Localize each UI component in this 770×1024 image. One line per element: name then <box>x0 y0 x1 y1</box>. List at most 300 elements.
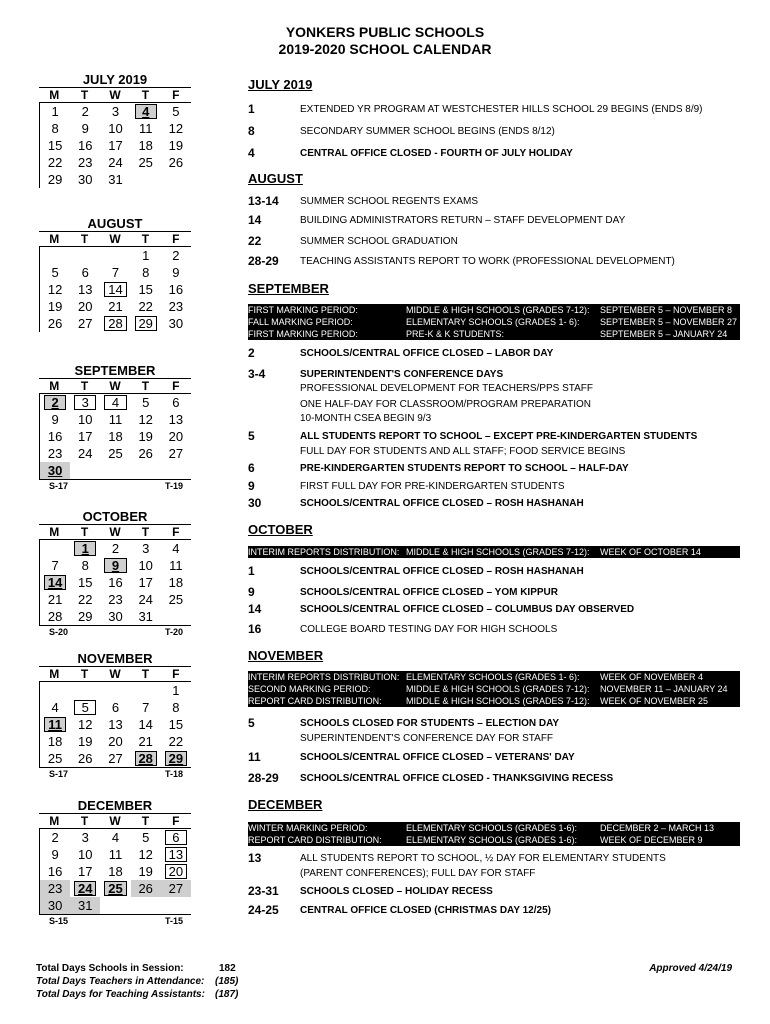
event-date: 14 <box>248 213 262 227</box>
date-range: WEEK OF NOVEMBER 25 <box>600 696 709 706</box>
marking-period-bar-december <box>248 822 740 846</box>
day-cell: 16 <box>168 282 184 297</box>
day-cell: 11 <box>108 847 123 862</box>
day-grid <box>39 394 191 479</box>
day-cell: 20 <box>165 864 187 879</box>
weekday-label: T <box>80 232 89 246</box>
day-cell: 2 <box>111 541 120 556</box>
day-cell: 27 <box>108 751 123 766</box>
event-date: 9 <box>248 479 255 493</box>
total-label: Total Days Schools in Session: <box>36 963 184 974</box>
event-text: SUMMER SCHOOL REGENTS EXAMS <box>300 196 478 207</box>
day-cell: 13 <box>165 847 187 862</box>
section-title-november: NOVEMBER <box>248 648 324 663</box>
weekday-label: T <box>141 525 150 539</box>
event-text: SCHOOLS/CENTRAL OFFICE CLOSED – COLUMBUS DAY OBSERVED <box>300 604 635 615</box>
day-cell: 19 <box>78 734 93 749</box>
day-cell: 21 <box>138 734 153 749</box>
day-cell: 10 <box>138 558 153 573</box>
weekday-label: M <box>49 232 60 246</box>
empty-cell <box>131 682 161 699</box>
event-date: 1 <box>248 102 255 116</box>
section-title-december: DECEMBER <box>248 797 323 812</box>
school-group: PRE-K & K STUDENTS: <box>406 329 505 339</box>
day-cell: 20 <box>78 299 93 314</box>
mini-calendar-december <box>39 798 191 926</box>
empty-cell <box>70 247 100 264</box>
empty-cell <box>70 682 100 699</box>
school-group: ELEMENTARY SCHOOLS (GRADES 1- 6): <box>406 317 580 327</box>
day-cell: 2 <box>172 248 180 263</box>
day-cell: 11 <box>138 121 153 136</box>
event-text: SCHOOLS/CENTRAL OFFICE CLOSED – LABOR DAY <box>300 348 554 359</box>
event-text: PROFESSIONAL DEVELOPMENT FOR TEACHERS/PPS STAFF <box>300 383 594 394</box>
period-label: INTERIM REPORTS DISTRIBUTION: <box>248 547 400 557</box>
event-text: SCHOOLS CLOSED – HOLIDAY RECESS <box>300 886 493 897</box>
month-title: JULY 2019 <box>82 72 148 87</box>
marking-period-bar-september <box>248 304 740 340</box>
period-label: FIRST MARKING PERIOD: <box>248 305 358 315</box>
event-text: CENTRAL OFFICE CLOSED (CHRISTMAS DAY 12/25) <box>300 905 551 916</box>
day-cell: 19 <box>168 138 184 153</box>
day-cell: 10 <box>108 121 123 136</box>
event-text: SCHOOLS/CENTRAL OFFICE CLOSED – VETERANS' DAY <box>300 752 575 763</box>
empty-cell <box>100 897 130 914</box>
date-range: WEEK OF NOVEMBER 4 <box>600 672 704 682</box>
day-cell: 29 <box>47 172 63 187</box>
day-cell: 17 <box>78 429 93 444</box>
day-cell: 18 <box>108 864 123 879</box>
weekday-label: T <box>80 379 89 393</box>
event-date: 28-29 <box>248 771 279 785</box>
day-cell: 13 <box>78 282 93 297</box>
event-text: SCHOOLS/CENTRAL OFFICE CLOSED - THANKSGIVING RECESS <box>300 773 614 784</box>
day-cell: 17 <box>78 864 93 879</box>
day-cell: 4 <box>104 395 126 410</box>
mini-calendar-july <box>39 72 191 188</box>
day-cell: 1 <box>51 104 59 119</box>
day-grid <box>39 103 191 188</box>
event-date: 4 <box>248 146 255 160</box>
day-cell: 11 <box>44 717 66 732</box>
day-cell: 12 <box>78 717 93 732</box>
period-label: REPORT CARD DISTRIBUTION: <box>248 835 382 845</box>
event-date: 1 <box>248 564 255 578</box>
event-text: 10-MONTH CSEA BEGIN 9/3 <box>300 413 432 424</box>
day-cell: 23 <box>108 592 123 607</box>
date-range: WEEK OF OCTOBER 14 <box>600 547 701 557</box>
event-text: SCHOOLS/CENTRAL OFFICE CLOSED – ROSH HASHANAH <box>300 498 584 509</box>
day-cell: 5 <box>74 700 96 715</box>
event-text: COLLEGE BOARD TESTING DAY FOR HIGH SCHOOLS <box>300 624 558 635</box>
day-grid <box>39 247 191 332</box>
event-text: SCHOOLS/CENTRAL OFFICE CLOSED – YOM KIPPUR <box>300 587 558 598</box>
empty-cell <box>161 171 191 188</box>
teacher-day-count: T-19 <box>164 481 183 491</box>
weekday-label: T <box>141 232 150 246</box>
marking-period-row <box>248 834 740 846</box>
marking-period-bar-november <box>248 671 740 707</box>
weekday-label: M <box>49 667 60 681</box>
month-title: OCTOBER <box>82 509 148 524</box>
day-cell: 31 <box>138 609 153 624</box>
date-range: SEPTEMBER 5 – NOVEMBER 8 <box>600 305 733 315</box>
day-cell: 27 <box>78 316 93 331</box>
day-cell: 26 <box>78 751 93 766</box>
event-date: 23-31 <box>248 884 279 898</box>
day-cell: 5 <box>142 395 150 410</box>
empty-cell <box>100 682 130 699</box>
weekday-label: F <box>172 525 180 539</box>
day-cell: 4 <box>51 700 59 715</box>
total-label: Total Days Teachers in Attendance: <box>36 976 205 987</box>
weekday-label: W <box>109 379 121 393</box>
day-cell: 3 <box>81 830 89 845</box>
event-text: SCHOOLS/CENTRAL OFFICE CLOSED – ROSH HASHANAH <box>300 566 584 577</box>
day-cell: 24 <box>74 881 96 896</box>
weekday-header <box>39 813 191 829</box>
weekday-label: F <box>172 667 180 681</box>
day-cell: 12 <box>138 412 153 427</box>
event-text: FIRST FULL DAY FOR PRE-KINDERGARTEN STUDENTS <box>300 481 565 492</box>
event-text: PRE-KINDERGARTEN STUDENTS REPORT TO SCHOOL – HALF-DAY <box>300 463 629 474</box>
empty-cell <box>70 462 100 479</box>
day-cell: 3 <box>74 395 96 410</box>
section-title-july: JULY 2019 <box>248 77 313 92</box>
school-group: MIDDLE & HIGH SCHOOLS (GRADES 7-12): <box>406 684 590 694</box>
event-date: 13 <box>248 851 262 865</box>
day-counts <box>39 914 191 926</box>
day-cell: 23 <box>40 880 70 897</box>
marking-period-row <box>248 546 740 558</box>
day-cell: 24 <box>78 446 93 461</box>
date-range: SEPTEMBER 5 – NOVEMBER 27 <box>600 317 738 327</box>
school-group: ELEMENTARY SCHOOLS (GRADES 1-6): <box>406 823 578 833</box>
section-title-october: OCTOBER <box>248 522 313 537</box>
period-label: WINTER MARKING PERIOD: <box>248 823 368 833</box>
marking-period-row <box>248 304 740 316</box>
day-cell: 29 <box>165 751 187 766</box>
day-cell: 26 <box>131 880 161 897</box>
day-cell: 19 <box>47 299 63 314</box>
weekday-label: F <box>172 814 180 828</box>
marking-period-row <box>248 683 740 695</box>
event-text: SUPERINTENDENT'S CONFERENCE DAYS <box>300 369 504 380</box>
day-cell: 19 <box>138 429 153 444</box>
weekday-label: W <box>109 232 121 246</box>
period-label: INTERIM REPORTS DISTRIBUTION: <box>248 672 400 682</box>
event-text: SUPERINTENDENT'S CONFERENCE DAY FOR STAFF <box>300 733 554 744</box>
section-title-september: SEPTEMBER <box>248 281 329 296</box>
weekday-header <box>39 378 191 394</box>
day-cell: 19 <box>138 864 153 879</box>
event-text: ALL STUDENTS REPORT TO SCHOOL, ½ DAY FOR ELEMENTARY STUDENTS <box>300 853 666 864</box>
weekday-label: T <box>80 814 89 828</box>
day-cell: 5 <box>142 830 150 845</box>
day-cell: 6 <box>81 265 89 280</box>
weekday-label: M <box>49 379 60 393</box>
day-cell: 7 <box>111 265 120 280</box>
event-date: 14 <box>248 602 262 616</box>
document-subtitle: 2019-2020 SCHOOL CALENDAR <box>278 41 492 57</box>
event-text: SCHOOLS CLOSED FOR STUDENTS – ELECTION DAY <box>300 718 560 729</box>
day-cell: 15 <box>168 717 184 732</box>
day-cell: 26 <box>47 316 63 331</box>
day-cell: 10 <box>78 847 93 862</box>
total-row-assistants <box>36 989 239 1000</box>
event-date: 13-14 <box>248 194 279 208</box>
mini-calendar-october <box>39 509 191 637</box>
empty-cell <box>161 462 191 479</box>
marking-period-row <box>248 328 740 340</box>
total-value: 182 <box>219 963 236 974</box>
weekday-label: M <box>49 814 60 828</box>
event-text: CENTRAL OFFICE CLOSED - FOURTH OF JULY HOLIDAY <box>300 148 573 159</box>
school-group: MIDDLE & HIGH SCHOOLS (GRADES 7-12): <box>406 696 590 706</box>
weekday-header <box>39 524 191 540</box>
day-cell: 12 <box>168 121 184 136</box>
day-grid <box>39 829 191 914</box>
empty-cell <box>40 247 70 264</box>
day-cell: 22 <box>138 299 153 314</box>
day-cell: 22 <box>47 155 63 170</box>
weekday-label: F <box>172 88 180 102</box>
month-title: AUGUST <box>87 216 143 231</box>
weekday-label: T <box>141 667 150 681</box>
day-cell: 13 <box>168 412 184 427</box>
event-date: 24-25 <box>248 903 279 917</box>
date-range: WEEK OF DECEMBER 9 <box>600 835 703 845</box>
event-text: BUILDING ADMINISTRATORS RETURN – STAFF DEVELOPMENT DAY <box>300 215 626 226</box>
day-cell: 26 <box>138 446 153 461</box>
weekday-label: T <box>80 525 89 539</box>
day-cell: 28 <box>47 609 63 624</box>
period-label: REPORT CARD DISTRIBUTION: <box>248 696 382 706</box>
day-cell: 1 <box>74 541 96 556</box>
mini-calendar-november <box>39 651 191 779</box>
marking-period-bar-october <box>248 546 740 558</box>
day-cell: 6 <box>172 395 180 410</box>
day-cell: 30 <box>108 609 123 624</box>
day-counts <box>39 479 191 491</box>
day-cell: 7 <box>142 700 150 715</box>
day-cell: 18 <box>138 138 153 153</box>
day-cell: 7 <box>51 558 59 573</box>
day-cell: 11 <box>108 412 123 427</box>
day-cell: 8 <box>51 121 59 136</box>
month-title: DECEMBER <box>77 798 153 813</box>
day-cell: 23 <box>168 299 184 314</box>
date-range: DECEMBER 2 – MARCH 13 <box>600 823 715 833</box>
day-cell: 8 <box>81 558 89 573</box>
day-cell: 18 <box>47 734 63 749</box>
event-date: 30 <box>248 496 262 510</box>
day-cell: 24 <box>108 155 123 170</box>
marking-period-row <box>248 316 740 328</box>
event-date: 22 <box>248 234 262 248</box>
total-row-teachers <box>36 976 239 987</box>
weekday-label: W <box>109 88 121 102</box>
total-row-session <box>36 963 236 974</box>
school-group: MIDDLE & HIGH SCHOOLS (GRADES 7-12): <box>406 305 590 315</box>
day-cell: 9 <box>51 412 59 427</box>
day-cell: 28 <box>104 316 126 331</box>
approved-date: Approved 4/24/19 <box>649 963 732 974</box>
day-cell: 16 <box>78 138 93 153</box>
day-cell: 11 <box>169 558 183 573</box>
day-cell: 16 <box>47 429 63 444</box>
day-cell: 30 <box>168 316 184 331</box>
month-title: NOVEMBER <box>77 651 153 666</box>
event-text: EXTENDED YR PROGRAM AT WESTCHESTER HILLS SCHOOL 29 BEGINS (ENDS 8/9) <box>300 104 703 115</box>
date-range: SEPTEMBER 5 – JANUARY 24 <box>600 329 728 339</box>
period-label: FALL MARKING PERIOD: <box>248 317 353 327</box>
event-date: 28-29 <box>248 254 279 268</box>
day-cell: 15 <box>78 575 93 590</box>
day-cell: 29 <box>78 609 93 624</box>
day-cell: 18 <box>108 429 123 444</box>
section-title-august: AUGUST <box>248 171 303 186</box>
day-cell: 29 <box>135 316 157 331</box>
teacher-day-count: T-18 <box>164 769 183 779</box>
empty-cell <box>40 682 70 699</box>
event-date: 5 <box>248 429 255 443</box>
day-cell: 25 <box>104 881 126 896</box>
empty-cell <box>131 171 161 188</box>
day-cell: 31 <box>70 897 100 914</box>
empty-cell <box>131 462 161 479</box>
day-cell: 5 <box>51 265 59 280</box>
event-date: 2 <box>248 346 255 360</box>
marking-period-row <box>248 671 740 683</box>
day-cell: 9 <box>81 121 89 136</box>
day-grid <box>39 682 191 767</box>
weekday-label: W <box>109 814 121 828</box>
weekday-label: M <box>49 525 60 539</box>
event-date: 8 <box>248 124 255 138</box>
day-cell: 30 <box>40 462 70 479</box>
school-group: MIDDLE & HIGH SCHOOLS (GRADES 7-12): <box>406 547 590 557</box>
empty-cell <box>100 462 130 479</box>
day-cell: 23 <box>47 446 63 461</box>
day-cell: 20 <box>168 429 184 444</box>
weekday-label: T <box>141 379 150 393</box>
school-group: ELEMENTARY SCHOOLS (GRADES 1- 6): <box>406 672 580 682</box>
day-cell: 10 <box>78 412 93 427</box>
day-cell: 17 <box>108 138 123 153</box>
event-text: FULL DAY FOR STUDENTS AND ALL STAFF; FOOD SERVICE BEGINS <box>300 446 626 457</box>
student-day-count: S-15 <box>49 916 69 926</box>
day-cell: 2 <box>81 104 89 119</box>
day-cell: 24 <box>138 592 153 607</box>
day-cell: 8 <box>172 700 180 715</box>
event-text: (PARENT CONFERENCES); FULL DAY FOR STAFF <box>300 868 536 879</box>
day-cell: 1 <box>172 683 180 698</box>
day-cell: 1 <box>142 248 150 263</box>
day-cell: 4 <box>135 104 157 119</box>
weekday-header <box>39 231 191 247</box>
period-label: FIRST MARKING PERIOD: <box>248 329 358 339</box>
day-cell: 14 <box>44 575 66 590</box>
day-cell: 23 <box>78 155 93 170</box>
day-cell: 2 <box>51 830 59 845</box>
day-cell: 6 <box>111 700 120 715</box>
day-cell: 20 <box>108 734 123 749</box>
day-cell: 9 <box>51 847 59 862</box>
month-title: SEPTEMBER <box>74 363 156 378</box>
period-label: SECOND MARKING PERIOD: <box>248 684 371 694</box>
event-text: ONE HALF-DAY FOR CLASSROOM/PROGRAM PREPARATION <box>300 399 591 410</box>
weekday-header <box>39 666 191 682</box>
day-cell: 30 <box>78 172 93 187</box>
empty-cell <box>161 897 191 914</box>
day-cell: 25 <box>108 446 123 461</box>
school-group: ELEMENTARY SCHOOLS (GRADES 1-6): <box>406 835 578 845</box>
day-cell: 21 <box>47 592 63 607</box>
weekday-label: F <box>172 379 180 393</box>
day-cell: 14 <box>104 282 126 297</box>
teacher-day-count: T-20 <box>164 627 183 637</box>
empty-cell <box>131 897 161 914</box>
day-cell: 31 <box>108 172 123 187</box>
day-cell: 27 <box>168 446 184 461</box>
day-cell: 9 <box>104 558 126 573</box>
day-cell: 14 <box>138 717 153 732</box>
weekday-label: T <box>141 814 150 828</box>
event-text: SECONDARY SUMMER SCHOOL BEGINS (ENDS 8/12) <box>300 126 555 137</box>
weekday-label: M <box>49 88 60 102</box>
day-cell: 22 <box>168 734 184 749</box>
event-date: 3-4 <box>248 367 266 381</box>
event-date: 11 <box>248 750 261 764</box>
day-cell: 15 <box>47 138 63 153</box>
student-day-count: S-17 <box>49 769 69 779</box>
day-cell: 4 <box>172 541 180 556</box>
day-grid <box>39 540 191 625</box>
student-day-count: S-17 <box>49 481 69 491</box>
event-text: TEACHING ASSISTANTS REPORT TO WORK (PROFESSIONAL DEVELOPMENT) <box>300 256 675 267</box>
event-date: 5 <box>248 716 255 730</box>
day-cell: 5 <box>172 104 180 119</box>
day-counts <box>39 767 191 779</box>
day-cell: 21 <box>108 299 123 314</box>
empty-cell <box>40 540 70 557</box>
day-cell: 12 <box>138 847 153 862</box>
empty-cell <box>100 247 130 264</box>
day-cell: 2 <box>44 395 66 410</box>
day-cell: 25 <box>168 592 184 607</box>
day-cell: 16 <box>108 575 123 590</box>
day-cell: 12 <box>47 282 63 297</box>
teacher-day-count: T-15 <box>164 916 183 926</box>
day-cell: 27 <box>161 880 191 897</box>
day-cell: 4 <box>111 830 120 845</box>
total-value: (185) <box>215 976 239 987</box>
weekday-label: T <box>141 88 150 102</box>
day-cell: 3 <box>142 541 150 556</box>
marking-period-row <box>248 695 740 707</box>
day-cell: 28 <box>135 751 157 766</box>
weekday-label: W <box>109 667 121 681</box>
event-text: SUMMER SCHOOL GRADUATION <box>300 236 458 247</box>
event-date: 16 <box>248 622 262 636</box>
day-cell: 8 <box>142 265 150 280</box>
day-cell: 26 <box>168 155 184 170</box>
mini-calendar-august <box>39 216 191 332</box>
marking-period-row <box>248 822 740 834</box>
day-counts <box>39 625 191 637</box>
total-value: (187) <box>215 989 239 1000</box>
